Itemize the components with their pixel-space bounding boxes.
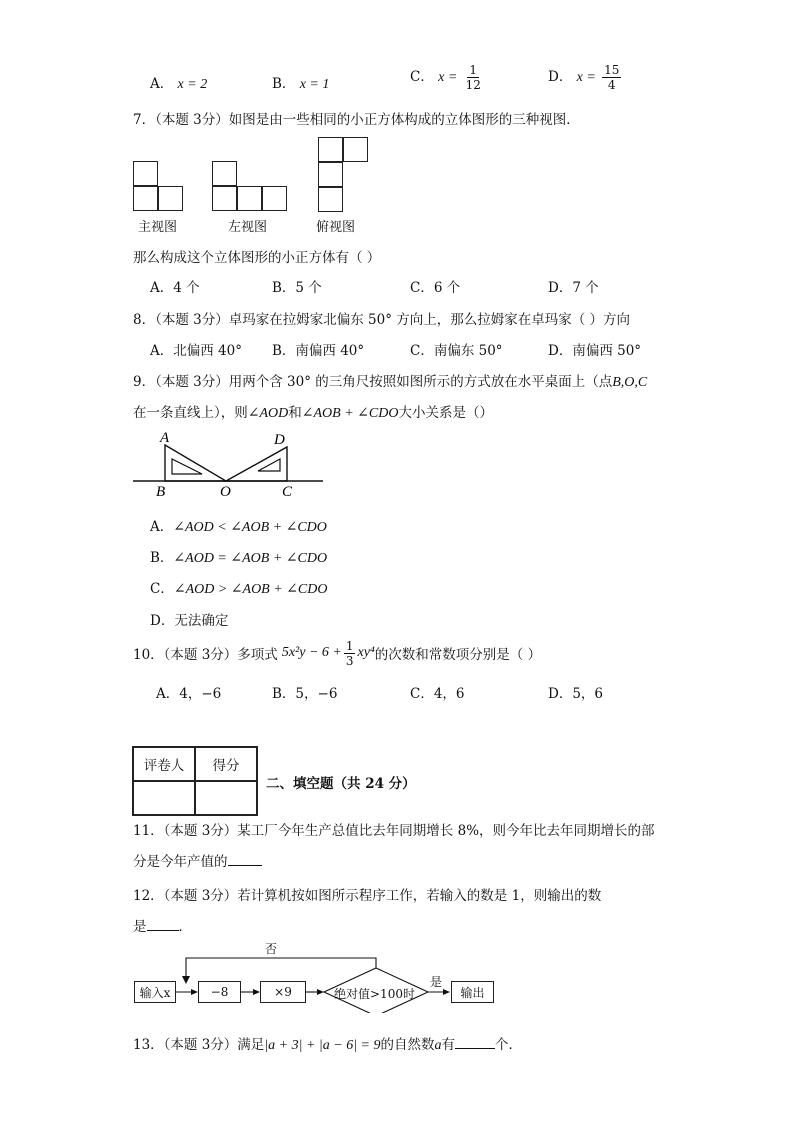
option-expression: ∠AOD > ∠AOB + ∠CDO [173,582,328,597]
answer-blank [147,930,179,931]
option-label: A． [150,76,174,92]
fraction-numerator: 15 [604,63,620,77]
view-cell [318,137,343,162]
left-triangle [165,445,226,481]
view-cell [212,186,237,211]
q7-followup: 那么构成这个立体图形的小正方体有（ ） [133,250,381,266]
view-cell [158,186,183,211]
point-label-c: C [282,484,293,500]
flow-step2-label: ×9 [274,985,292,999]
fraction [464,64,483,91]
view-cell [237,186,262,211]
option-label: D． [150,613,175,629]
flow-no-label: 否 [265,942,278,956]
stem-text: 的次数和常数项分别是（ ） [374,647,542,663]
arrow-head [182,976,190,984]
polynomial-part: 5x²y − 6 + [281,645,342,660]
score-header: 得分 [195,747,257,781]
view-cell [343,137,368,162]
q6-option-c [410,64,485,91]
view-cell [262,186,287,211]
answer-blank [228,865,262,866]
fraction-denominator: 12 [465,78,481,92]
point-label-o: O [220,484,231,500]
loop-back-arrow [186,958,376,979]
arrow-head [443,989,450,995]
angle-expression: ∠AOD [247,406,289,421]
points-expression: B,O,C [612,375,648,390]
polynomial-part: xy⁴ [357,645,375,660]
absolute-value-expression: |a + 3| + |a − 6| = 9 [264,1038,381,1053]
q7-option-a: A．4 个 [150,280,200,296]
q7-stem: 7．（本题 3分）如图是由一些相同的小正方体构成的立体图形的三种视图． [133,112,580,128]
stem-text: 和 [288,405,302,421]
flow-yes-label: 是 [430,975,443,989]
arrow-head [253,989,260,995]
point-label-a: A [160,430,170,446]
arrow-head [191,989,198,995]
option-label: B． [272,76,296,92]
q10-option-c: C．4，6 [410,686,465,702]
option-expression: 无法确定 [174,613,229,629]
stem-text: 有 [441,1037,455,1053]
stem-text: 大小关系是（） [398,405,493,421]
q8-option-d: D．南偏西 50° [548,343,642,359]
stem-text: 的自然数 [380,1037,435,1053]
q8-stem: 8．（本题 3分）卓玛家在拉姆家北偏东 50° 方向上，那么拉姆家在卓玛家（ ）方向 [133,312,631,328]
stem-text: 个． [495,1037,522,1053]
view-cell [212,161,237,186]
flow-step1-box [198,981,241,1003]
angle-expression: ∠AOB + ∠CDO [301,406,399,421]
q9-stem-line1 [133,370,647,391]
flow-input-label: 输入x [139,985,171,1000]
stem-text: 在一条直线上），则 [133,405,248,421]
front-view-caption: 主视图 [138,220,178,235]
option-expression: x = 2 [177,77,208,92]
q13-stem [133,1033,522,1054]
option-expression: ∠AOD < ∠AOB + ∠CDO [173,520,327,535]
q11-line2 [133,850,262,870]
answer-blank [455,1048,495,1049]
top-view-figure [318,137,370,213]
fraction-numerator: 1 [345,638,354,653]
q9-option-c [150,577,327,598]
stem-text: 10．（本题 3分）多项式 [133,647,278,663]
reviewer-cell [133,781,195,815]
left-view-figure [212,161,289,213]
q9-option-a [150,515,327,536]
stem-text: 9．（本题 3分）用两个含 30° 的三角尺按照如图所示的方式放在水平桌面上（点 [133,374,613,390]
q9-stem-line2 [133,401,493,422]
flow-output-label: 输出 [460,985,485,1000]
point-label-d: D [274,432,285,448]
right-triangle [226,447,287,481]
section-title: 二、填空题（共 24 分） [266,776,416,792]
left-view-caption: 左视图 [228,220,268,235]
variable: a [434,1038,442,1053]
flow-input-box [134,981,176,1003]
q9-option-b [150,546,327,567]
q10-stem [133,637,541,669]
fraction [602,64,621,91]
point-label-b: B [156,484,166,500]
option-label: B． [150,550,174,566]
fraction-numerator: 1 [469,63,478,77]
stem-text: 13．（本题 3分）满足 [133,1037,265,1053]
q10-option-a: A．4，−6 [156,686,222,702]
option-expression: x = [438,70,458,85]
q6-option-d [548,64,623,91]
q6-option-a [150,72,207,93]
stem-text: ． [178,919,192,935]
option-expression: ∠AOD = ∠AOB + ∠CDO [173,551,328,566]
q10-option-b: B．5，−6 [272,686,338,702]
fraction-denominator: 3 [345,653,354,668]
q9-option-d [150,609,228,629]
option-expression: x = 1 [299,77,330,92]
q10-option-d: D．5，6 [548,686,604,702]
q6-option-b [272,72,329,93]
q11-line1: 11．（本题 3分）某工厂今年生产总值比去年同期增长 8%，则今年比去年同期增长的部 [133,823,655,839]
flow-output-box [451,981,494,1003]
option-expression: x = [576,70,596,85]
front-view-figure [133,161,185,213]
view-cell [133,161,158,186]
q7-option-c: C．6 个 [410,280,461,296]
q12-line1: 12．（本题 3分）若计算机按如图所示程序工作，若输入的数是 1，则输出的数 [133,888,602,904]
view-cell [318,162,343,187]
flow-step2-box [260,981,306,1003]
flow-step1-label: −8 [210,985,229,999]
view-cell [133,186,158,211]
q9-triangle-figure [130,425,330,500]
reviewer-header: 评卷人 [133,747,195,781]
q7-option-b: B．5 个 [272,280,322,296]
top-view-caption: 俯视图 [316,220,356,235]
left-triangle-inner [172,459,202,474]
q12-line2 [133,915,192,935]
option-label: D． [548,69,573,85]
q8-option-c: C．南偏东 50° [410,343,503,359]
option-label: A． [150,519,174,535]
option-label: C． [410,69,434,85]
stem-text: 分是今年产值的 [133,854,228,870]
view-cell [318,187,343,212]
fraction [344,640,356,667]
fraction-denominator: 4 [607,78,616,92]
option-label: C． [150,581,174,597]
q8-option-a: A．北偏西 40° [150,343,242,359]
q8-option-b: B．南偏西 40° [272,343,365,359]
score-table [132,746,258,816]
stem-text: 是 [133,919,147,935]
flow-decision-label: 绝对值>100时 [334,987,415,1001]
score-cell [195,781,257,815]
q7-option-d: D．7 个 [548,280,599,296]
